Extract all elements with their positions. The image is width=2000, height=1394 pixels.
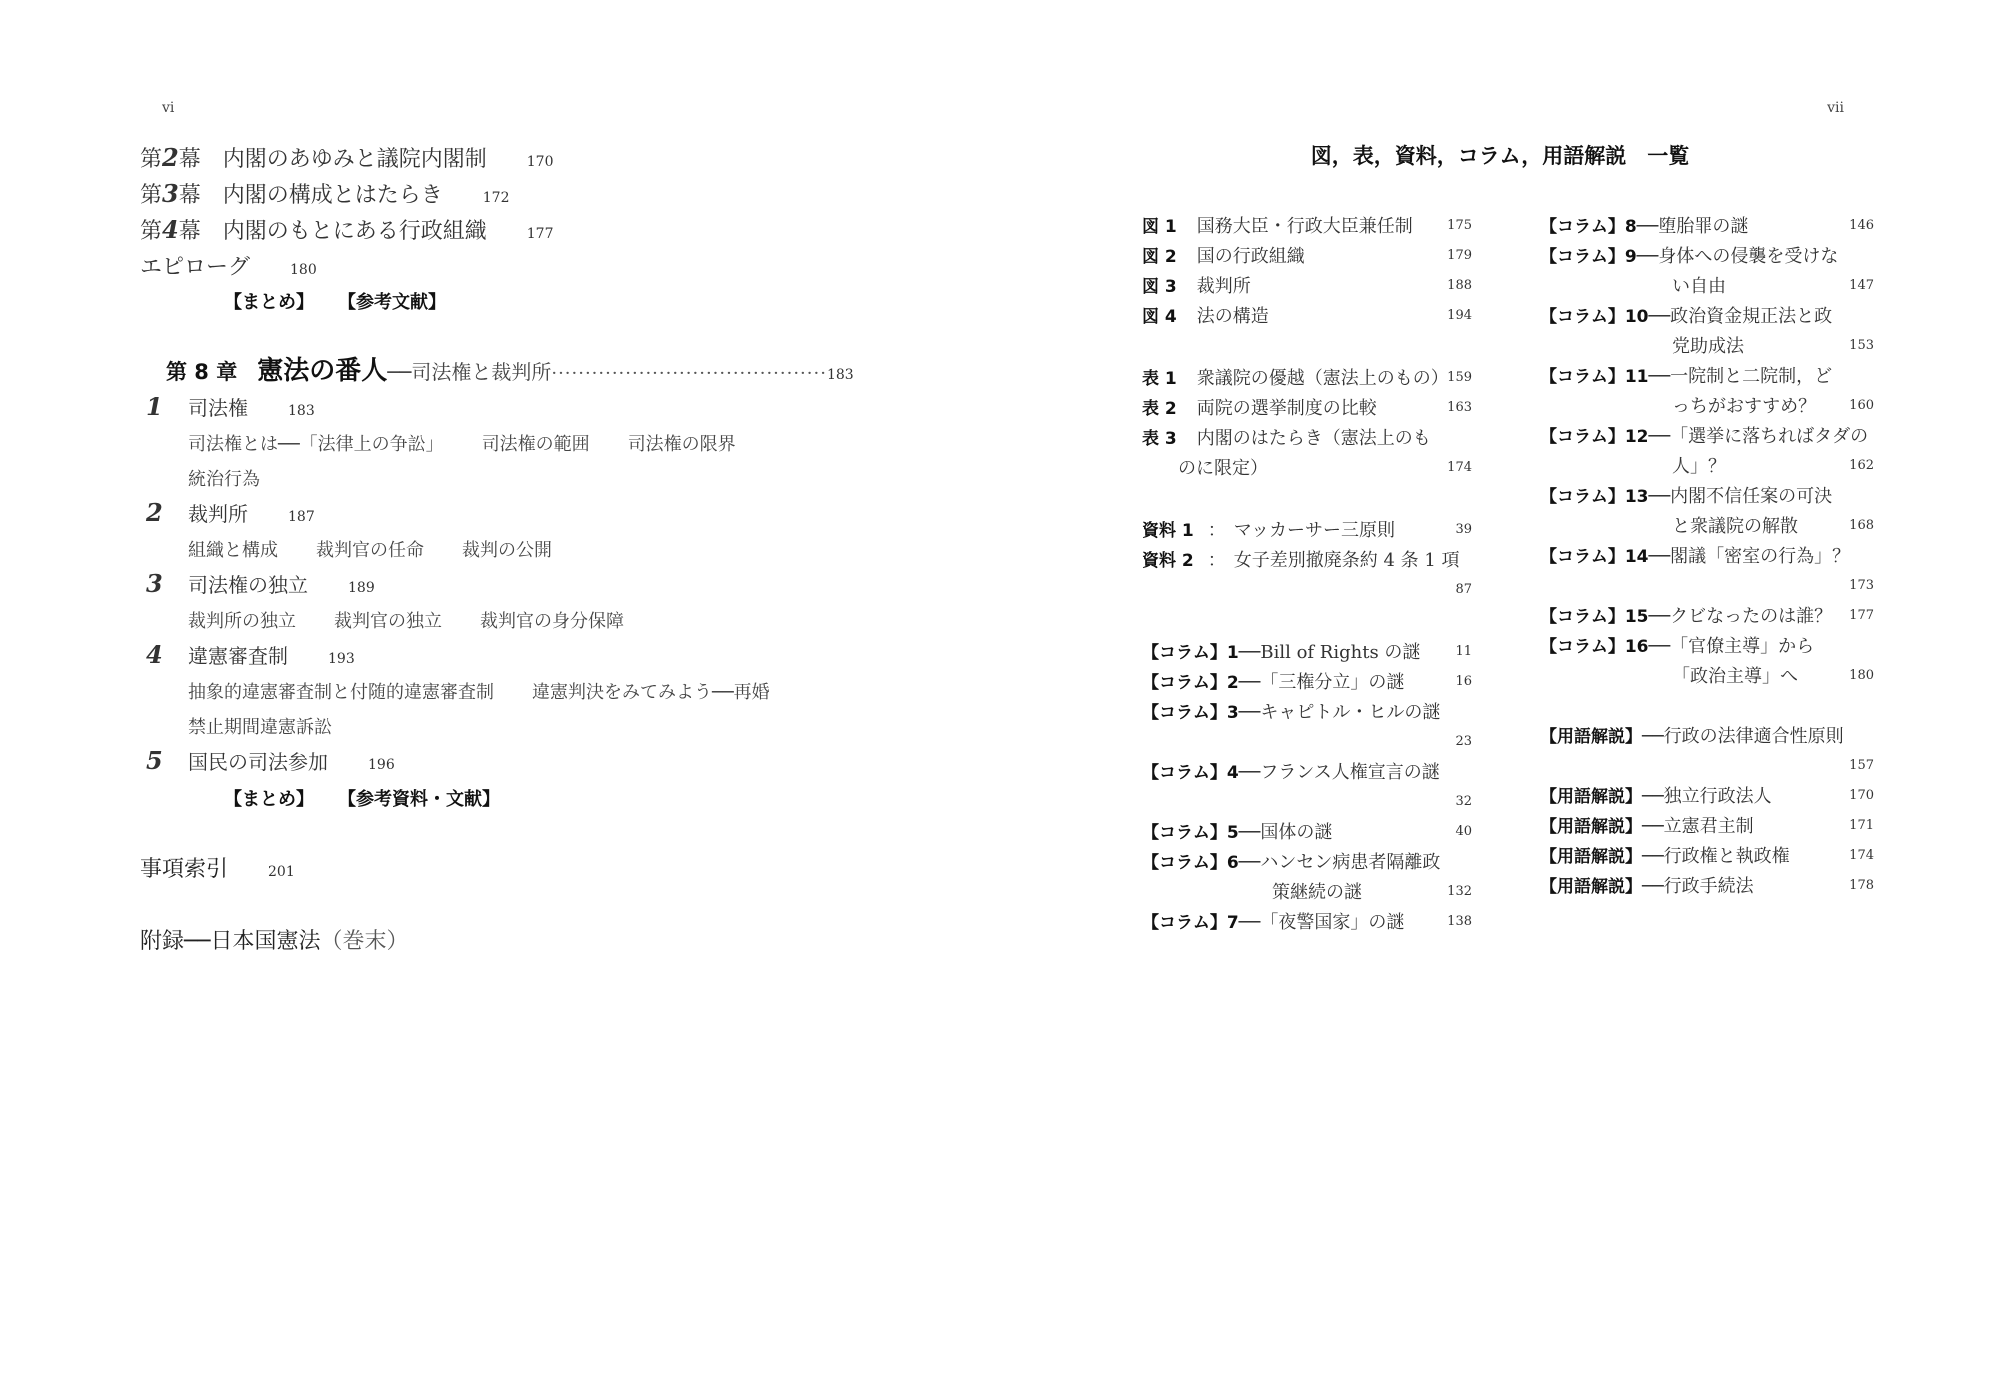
toc-epilogue [140, 250, 317, 281]
table-title: 両院の選挙制度の比較 [1196, 398, 1377, 419]
column-title: ──政治資金規正法と政 [1648, 306, 1833, 327]
act-title: 内閣のもとにある行政組織 [222, 219, 487, 244]
section-number: 2 [146, 498, 163, 527]
section-4-items [188, 678, 770, 704]
act-page: 172 [482, 190, 510, 206]
table-title-cont: のに限定） [1178, 458, 1268, 479]
figure-title: 裁判所 [1196, 276, 1251, 297]
section-4 [146, 640, 355, 669]
appendix-title: 日本国憲法 [210, 929, 321, 954]
toc-index [140, 852, 295, 883]
column-entry [1142, 638, 1420, 664]
section-1 [146, 392, 315, 421]
column-label: 【コラム】15 [1540, 607, 1649, 627]
material-page: 87 [1455, 582, 1472, 597]
column-entry [1540, 482, 1832, 508]
figure-title: 国務大臣・行政大臣兼任制 [1196, 216, 1413, 237]
section-number: 3 [146, 569, 163, 598]
material-label: 資料 1 [1142, 521, 1194, 541]
column-entry [1540, 602, 1832, 628]
figure-entry [1142, 302, 1269, 328]
section-number: 4 [146, 640, 163, 669]
act-title: 内閣のあゆみと議院内閣制 [222, 147, 487, 172]
section-page: 189 [348, 580, 375, 596]
list-title: 図，表，資料，コラム，用語解説 一覧 [1310, 144, 1690, 168]
column-title-cont: い自由 [1672, 276, 1726, 297]
section-3-items [188, 607, 624, 633]
material-title: マッカーサー三原則 [1233, 520, 1396, 541]
page-number: vi [162, 100, 175, 116]
toc-appendix [140, 924, 409, 955]
column-entry [1142, 758, 1440, 784]
section-title: 裁判所 [188, 502, 248, 526]
material-entry [1142, 516, 1395, 542]
chapter-number: 第 8 章 [166, 360, 238, 384]
column-label: 【コラム】4 [1142, 763, 1239, 783]
section-title: 司法権の独立 [188, 573, 308, 597]
column-title-cont: っちがおすすめ？ [1672, 396, 1817, 417]
section-2-items [188, 536, 552, 562]
index-page: 201 [268, 864, 295, 880]
table-page: 174 [1447, 460, 1472, 475]
column-page: 16 [1455, 674, 1472, 689]
section-title: 違憲審査制 [188, 644, 288, 668]
column-page: 23 [1455, 734, 1472, 749]
column-page: 160 [1849, 398, 1874, 413]
glossary-entry [1540, 782, 1772, 808]
column-page: 40 [1455, 824, 1472, 839]
figure-page: 175 [1447, 218, 1472, 233]
table-label: 表 1 [1142, 369, 1177, 389]
column-title-cont: 党助成法 [1672, 336, 1744, 357]
figure-page: 179 [1447, 248, 1472, 263]
column-label: 【コラム】6 [1142, 853, 1239, 873]
column-page: 11 [1455, 644, 1472, 659]
glossary-entry [1540, 722, 1844, 748]
column-page: 147 [1849, 278, 1874, 293]
column-label: 【コラム】10 [1540, 307, 1649, 327]
column-entry [1540, 302, 1832, 328]
column-title: ──「官僚主導」から [1648, 636, 1815, 657]
section-5 [146, 746, 395, 775]
item: 違憲判決をみてみよう──再婚 [532, 682, 770, 703]
section-3 [146, 569, 375, 598]
column-title-cont: 「政治主導」へ [1672, 666, 1798, 687]
figure-page: 194 [1447, 308, 1472, 323]
column-label: 【コラム】7 [1142, 913, 1239, 933]
glossary-title: ──行政の法律適合性原則 [1642, 726, 1844, 747]
column-title: ──身体への侵襲を受けな [1636, 246, 1839, 267]
column-label: 【コラム】1 [1142, 643, 1239, 663]
column-label: 【コラム】8 [1540, 217, 1637, 237]
column-page: 168 [1849, 518, 1874, 533]
toc-act-2 [140, 142, 553, 173]
column-title: ──キャピトル・ヒルの謎 [1238, 702, 1441, 723]
column-label: 【コラム】13 [1540, 487, 1649, 507]
figure-entry [1142, 212, 1413, 238]
column-entry [1142, 908, 1404, 934]
section-page: 193 [328, 651, 355, 667]
figure-title: 国の行政組織 [1196, 246, 1305, 267]
table-entry [1142, 364, 1449, 390]
section-title: 司法権 [188, 396, 248, 420]
toc-act-4 [140, 214, 553, 245]
column-page: 138 [1447, 914, 1472, 929]
section-1-items-cont [188, 465, 260, 491]
act-number: 4 [162, 215, 179, 244]
toc-act-3 [140, 178, 509, 209]
item: 司法権の限界 [627, 434, 736, 455]
section-number: 5 [146, 746, 163, 775]
chapter-dash: ── [387, 360, 412, 384]
table-page: 159 [1447, 370, 1472, 385]
item: 裁判官の独立 [334, 611, 442, 632]
glossary-page: 170 [1849, 788, 1874, 803]
leader-dots: ········································· [551, 363, 827, 384]
index-title: 事項索引 [140, 857, 229, 882]
item: 抽象的違憲審査制と付随的違憲審査制 [188, 682, 494, 703]
glossary-page: 157 [1849, 758, 1874, 773]
references-label: 【参考資料・文献】 [338, 789, 500, 810]
epilogue-page: 180 [290, 262, 317, 278]
column-entry [1142, 818, 1332, 844]
column-title: ──「夜警国家」の謎 [1238, 912, 1405, 933]
column-entry [1142, 668, 1404, 694]
appendix-label: 附録 [140, 929, 185, 954]
section-title: 国民の司法参加 [188, 750, 328, 774]
column-label: 【コラム】11 [1540, 367, 1649, 387]
act-suffix: 幕 [178, 183, 201, 208]
figure-entry [1142, 272, 1251, 298]
column-title-cont: と衆議院の解散 [1672, 516, 1798, 537]
glossary-page: 178 [1849, 878, 1874, 893]
section-4-items-cont [188, 713, 332, 739]
figure-entry [1142, 242, 1305, 268]
item: 裁判の公開 [462, 540, 552, 561]
page-number: vii [1827, 100, 1844, 116]
item: 禁止期間違憲訴訟 [188, 717, 332, 738]
column-title: ──「選挙に落ちればタダの [1648, 426, 1869, 447]
item: 裁判官の任命 [316, 540, 424, 561]
table-label: 表 2 [1142, 399, 1177, 419]
glossary-label: 【用語解説】 [1540, 787, 1642, 807]
item: 裁判所の独立 [188, 611, 296, 632]
table-title: 衆議院の優越（憲法上のもの） [1196, 368, 1449, 389]
glossary-entry [1540, 842, 1790, 868]
material-sep: ： [1207, 520, 1226, 541]
material-entry [1142, 546, 1460, 572]
glossary-label: 【用語解説】 [1540, 817, 1642, 837]
material-sep: ： [1207, 550, 1226, 571]
column-label: 【コラム】14 [1540, 547, 1649, 567]
act-title: 内閣の構成とはたらき [222, 183, 443, 208]
glossary-title: ──立憲君主制 [1642, 816, 1754, 837]
section-page: 183 [288, 403, 315, 419]
glossary-label: 【用語解説】 [1540, 727, 1642, 747]
glossary-entry [1540, 812, 1754, 838]
column-entry [1540, 542, 1850, 568]
glossary-label: 【用語解説】 [1540, 847, 1642, 867]
act-prefix: 第 [140, 147, 163, 172]
column-label: 【コラム】16 [1540, 637, 1649, 657]
column-title: ──堕胎罪の謎 [1636, 216, 1749, 237]
glossary-entry [1540, 872, 1754, 898]
column-label: 【コラム】3 [1142, 703, 1239, 723]
act-prefix: 第 [140, 183, 163, 208]
section-page: 187 [288, 509, 315, 525]
column-title: ──国体の謎 [1238, 822, 1333, 843]
column-entry [1540, 632, 1814, 658]
column-title: ──Bill of Rights の謎 [1238, 642, 1421, 663]
section-number: 1 [146, 392, 163, 421]
material-page: 39 [1455, 522, 1472, 537]
column-title-cont: 人」？ [1672, 456, 1726, 477]
act-prefix: 第 [140, 219, 163, 244]
chapter-heading [166, 350, 854, 387]
figure-title: 法の構造 [1196, 306, 1269, 327]
column-entry [1540, 242, 1838, 268]
table-label: 表 3 [1142, 429, 1177, 449]
material-label: 資料 2 [1142, 551, 1194, 571]
act-suffix: 幕 [178, 219, 201, 244]
item: 統治行為 [188, 469, 260, 490]
glossary-page: 174 [1849, 848, 1874, 863]
right-page [1000, 0, 2000, 1394]
table-entry [1142, 424, 1431, 450]
chapter-subtitle: 司法権と裁判所 [411, 360, 552, 384]
appendix-dash: ── [184, 929, 211, 954]
column-title: ──クビなったのは誰？ [1648, 606, 1833, 627]
glossary-title: ──行政権と執政権 [1642, 846, 1790, 867]
column-page: 162 [1849, 458, 1874, 473]
column-title: ──閣議「密室の行為」？ [1648, 546, 1851, 567]
summary-label: 【まとめ】 [224, 292, 314, 313]
act-number: 2 [162, 143, 179, 172]
glossary-label: 【用語解説】 [1540, 877, 1642, 897]
table-page: 163 [1447, 400, 1472, 415]
column-title-cont: 策継続の謎 [1272, 882, 1362, 903]
item: 司法権の範囲 [481, 434, 590, 455]
column-page: 32 [1455, 794, 1472, 809]
column-label: 【コラム】12 [1540, 427, 1649, 447]
act-page: 177 [526, 226, 554, 242]
section-page: 196 [368, 757, 395, 773]
column-entry [1142, 698, 1440, 724]
figure-label: 図 4 [1142, 307, 1177, 327]
column-title: ──一院制と二院制，ど [1648, 366, 1833, 387]
item: 組織と構成 [188, 540, 278, 561]
epilogue-title: エピローグ [140, 255, 251, 280]
material-title: 女子差別撤廃条約 4 条 1 項 [1233, 550, 1460, 571]
figure-label: 図 1 [1142, 217, 1177, 237]
glossary-title: ──独立行政法人 [1642, 786, 1772, 807]
column-label: 【コラム】9 [1540, 247, 1637, 267]
appendix-note: （巻末） [320, 929, 409, 954]
column-title: ──フランス人権宣言の謎 [1238, 762, 1440, 783]
figure-label: 図 2 [1142, 247, 1177, 267]
column-page: 173 [1849, 578, 1874, 593]
column-entry [1540, 212, 1748, 238]
chapter-page: 183 [826, 367, 854, 383]
act-number: 3 [162, 179, 179, 208]
table-title: 内閣のはたらき（憲法上のも [1196, 428, 1431, 449]
column-title: ──「三権分立」の謎 [1238, 672, 1405, 693]
column-title: ──ハンセン病患者隔離政 [1238, 852, 1441, 873]
column-entry [1540, 422, 1868, 448]
column-entry [1142, 848, 1440, 874]
section-2 [146, 498, 315, 527]
table-entry [1142, 394, 1377, 420]
act-page: 170 [526, 154, 554, 170]
column-label: 【コラム】5 [1142, 823, 1239, 843]
act-suffix: 幕 [178, 147, 201, 172]
figure-label: 図 3 [1142, 277, 1177, 297]
summary-label: 【まとめ】 [224, 789, 314, 810]
glossary-title: ──行政手続法 [1642, 876, 1754, 897]
column-entry [1540, 362, 1832, 388]
references-label: 【参考文献】 [338, 292, 446, 313]
item: 裁判官の身分保障 [480, 611, 624, 632]
chapter-title: 憲法の番人 [257, 356, 388, 386]
glossary-page: 171 [1849, 818, 1874, 833]
column-label: 【コラム】2 [1142, 673, 1239, 693]
item: 司法権とは──「法律上の争訟」 [188, 434, 444, 455]
column-page: 132 [1447, 884, 1472, 899]
column-page: 153 [1849, 338, 1874, 353]
figure-page: 188 [1447, 278, 1472, 293]
column-page: 177 [1849, 608, 1874, 623]
column-page: 146 [1849, 218, 1874, 233]
column-title: ──内閣不信任案の可決 [1648, 486, 1833, 507]
section-1-items [188, 430, 736, 456]
column-page: 180 [1849, 668, 1874, 683]
